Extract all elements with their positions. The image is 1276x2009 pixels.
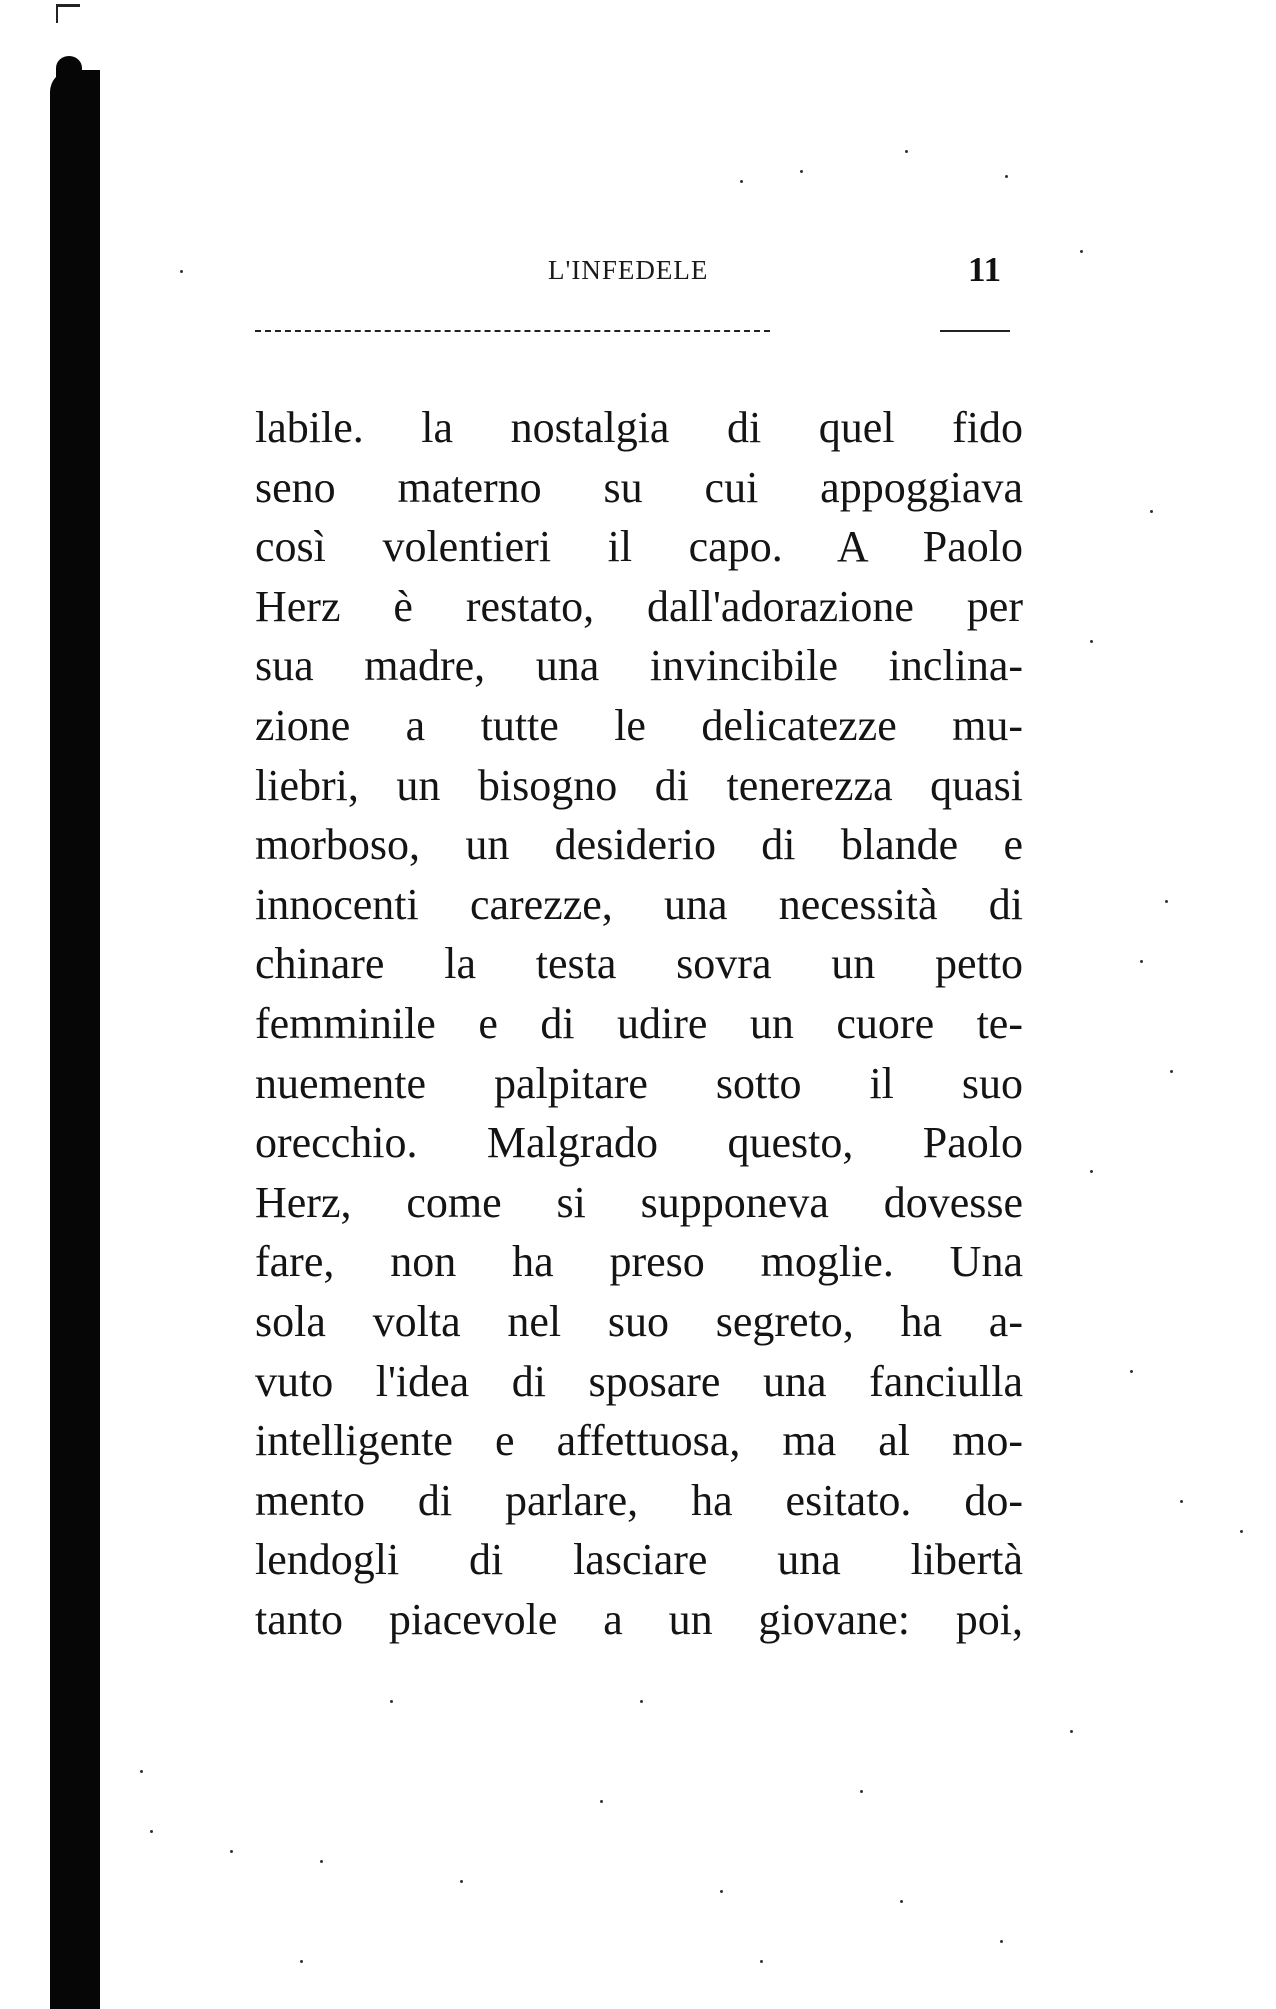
scan-speck (320, 1860, 323, 1863)
text-line: intelligente e affettuosa, ma al mo- (255, 1416, 1023, 1466)
text-line: tanto piacevole a un giovane: poi, (255, 1594, 1023, 1644)
scan-speck (800, 170, 803, 173)
header-rule-right (940, 330, 1010, 332)
text-line: chinare la testa sovra un petto (255, 939, 1023, 989)
scan-speck (390, 1700, 393, 1703)
text-line: seno materno su cui appoggiava (255, 462, 1023, 512)
scan-speck (740, 180, 743, 183)
body-text (255, 398, 1023, 1649)
scan-speck (1090, 640, 1093, 643)
text-line: nuemente palpitare sotto il suo (255, 1058, 1023, 1108)
scan-speck (1005, 175, 1008, 178)
text-line: Herz è restato, dall'adorazione per (255, 581, 1023, 631)
text-line: mento di parlare, ha esitato. do- (255, 1475, 1023, 1525)
scan-speck (1130, 1370, 1133, 1373)
text-line: labile. la nostalgia di quel fido (255, 403, 1023, 452)
text-line: Herz, come si supponeva dovesse (255, 1177, 1023, 1227)
text-line: così volentieri il capo. A Paolo (255, 522, 1023, 572)
text-line: lendogli di lasciare una libertà (255, 1535, 1023, 1585)
scan-speck (640, 1700, 643, 1703)
scan-speck (760, 1960, 763, 1963)
scan-speck (860, 1790, 863, 1793)
text-line: orecchio. Malgrado questo, Paolo (255, 1118, 1023, 1168)
text-line: liebri, un bisogno di tenerezza quasi (255, 760, 1023, 810)
scan-speck (600, 1800, 603, 1803)
text-line: fare, non ha preso moglie. Una (255, 1237, 1023, 1287)
text-line: morboso, un desiderio di blande e (255, 820, 1023, 870)
running-head (0, 240, 1276, 300)
binding-shadow (50, 70, 100, 2009)
text-line: sola volta nel suo segreto, ha a- (255, 1296, 1023, 1346)
running-title: L'INFEDELE (548, 255, 709, 285)
text-line: zione a tutte le delicatezze mu- (255, 700, 1023, 750)
scan-speck (1240, 1530, 1243, 1533)
scan-speck (900, 1900, 903, 1903)
scan-speck (1180, 1500, 1183, 1503)
scan-speck (150, 1830, 153, 1833)
scan-speck (1150, 510, 1153, 513)
scan-speck (1090, 1170, 1093, 1173)
scan-speck (905, 150, 908, 153)
scan-speck (1070, 1730, 1073, 1733)
scan-speck (180, 270, 183, 273)
scan-speck (1080, 250, 1083, 253)
scan-speck (1165, 900, 1168, 903)
text-line: femminile e di udire un cuore te- (255, 998, 1023, 1048)
header-rule (255, 330, 770, 332)
scan-speck (140, 1770, 143, 1773)
scan-speck (720, 1890, 723, 1893)
scan-speck (1170, 1070, 1173, 1073)
scan-speck (300, 1960, 303, 1963)
scan-speck (230, 1850, 233, 1853)
text-line: vuto l'idea di sposare una fanciulla (255, 1356, 1023, 1406)
text-line: sua madre, una invincibile inclina- (255, 641, 1023, 691)
text-line: innocenti carezze, una necessità di (255, 879, 1023, 929)
scan-corner-mark (56, 4, 80, 23)
page-number: 11 (968, 250, 1002, 289)
scan-speck (1000, 1940, 1003, 1943)
scan-speck (460, 1880, 463, 1883)
scan-speck (1140, 960, 1143, 963)
